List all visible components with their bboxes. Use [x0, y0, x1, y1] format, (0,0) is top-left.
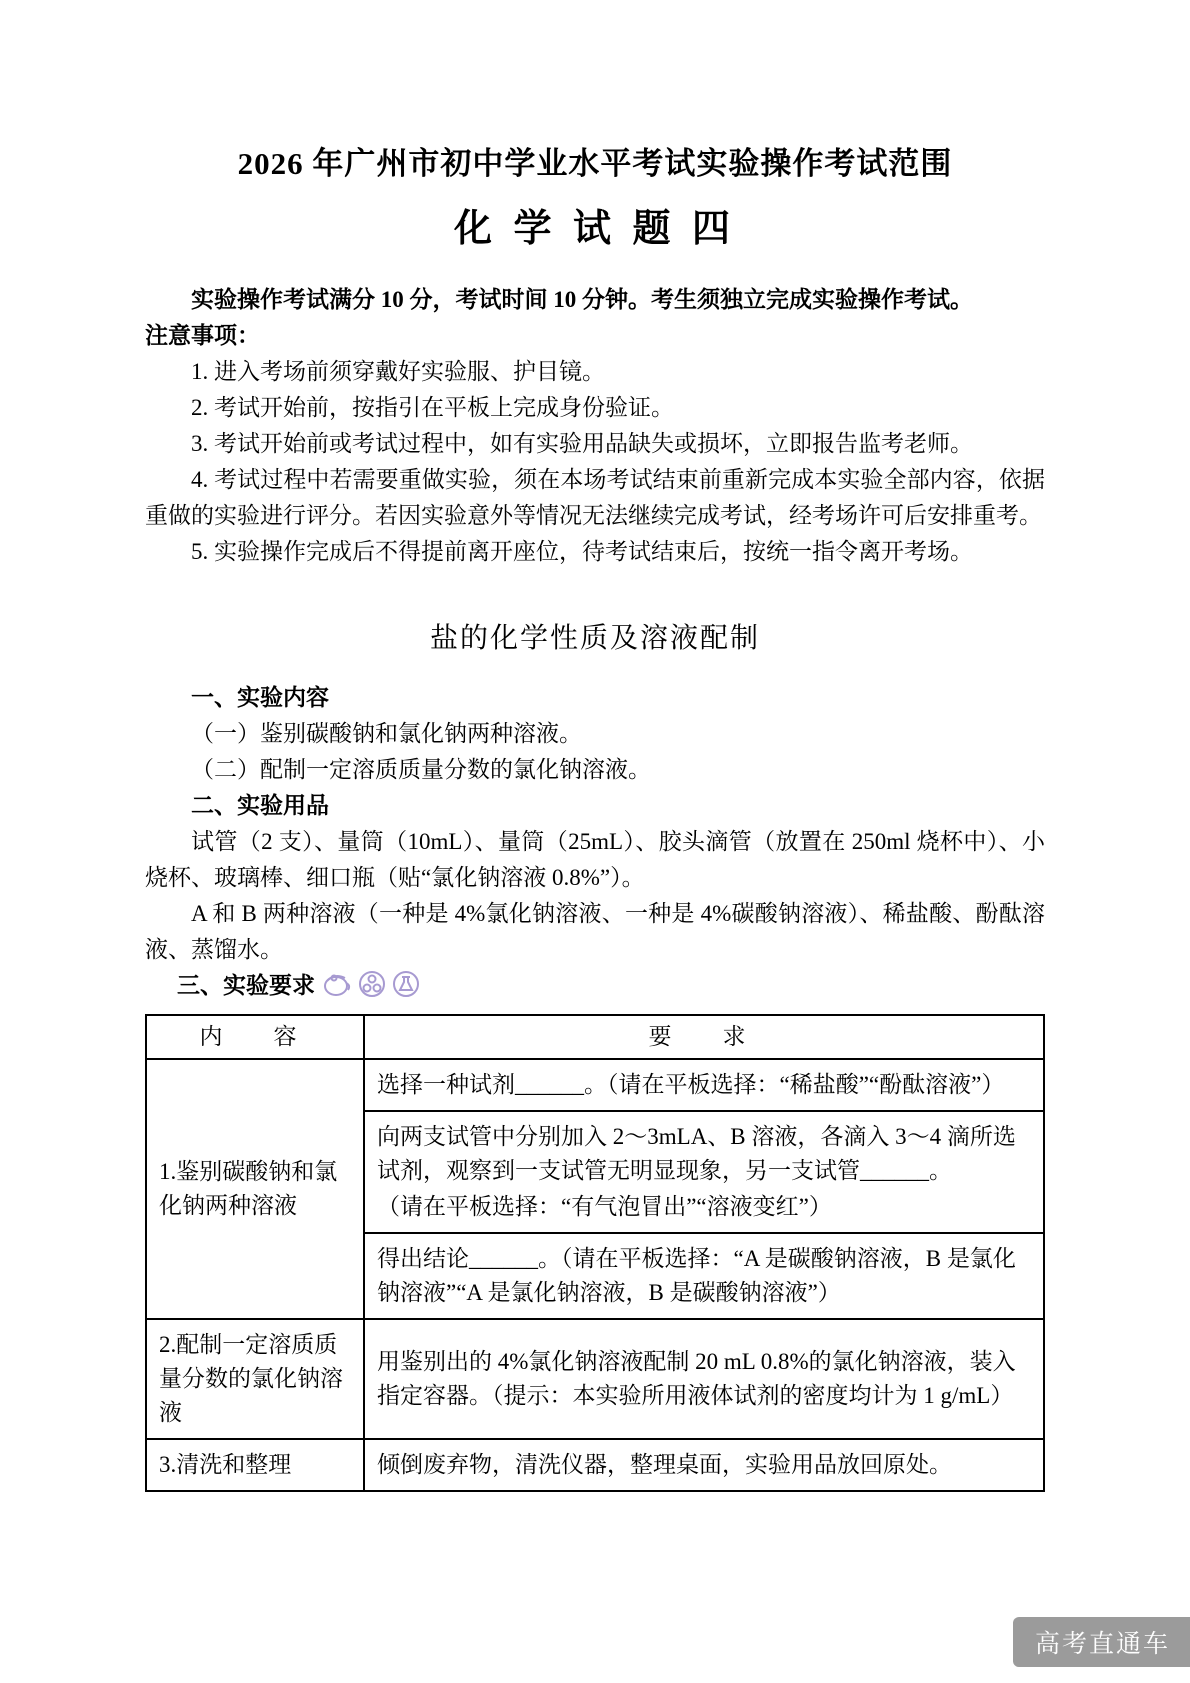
row1-content-cell: 1.鉴别碳酸钠和氯化钠两种溶液: [146, 1059, 364, 1319]
note-item-2: 2. 考试开始前，按指引在平板上完成身份验证。: [191, 395, 674, 420]
row1-requirement-3-cell: 得出结论______。（请在平板选择：“A 是碳酸钠溶液，B 是氯化钠溶液”“A 是氯化钠溶液，B 是碳酸钠溶液”）: [364, 1233, 1044, 1319]
row3-content-cell: 3.清洗和整理: [146, 1439, 364, 1491]
content-item-2: （二）配制一定溶质质量分数的氯化钠溶液。: [191, 757, 651, 782]
exam-summary: 实验操作考试满分 10 分，考试时间 10 分钟。考生须独立完成实验操作考试。: [191, 287, 973, 312]
document-content: [145, 138, 1045, 1492]
note-item-1: 1. 进入考场前须穿戴好实验服、护目镜。: [191, 359, 605, 384]
note-item-4: 4. 考试过程中若需要重做实验，须在本场考试结束前重新完成本实验全部内容，依据重做的实验进行评分。若因实验意外等情况无法继续完成考试，经考场许可后安排重考。: [145, 467, 1045, 528]
table-row-3: [146, 1439, 1044, 1491]
document-subtitle: 化 学 试 题 四: [453, 208, 736, 250]
triple-circle-stamp-icon: [357, 969, 387, 999]
table-header-row: [146, 1015, 1044, 1059]
row1-requirement-2-cell: [364, 1111, 1044, 1233]
content-item-1: （一）鉴别碳酸钠和氯化钠两种溶液。: [191, 721, 582, 746]
requirements-heading: 三、实验要求: [177, 973, 315, 998]
row1-requirement-1-cell: 选择一种试剂______。（请在平板选择：“稀盐酸”“酚酞溶液”）: [364, 1059, 1044, 1111]
row1-requirement-2-options: （请在平板选择：“有气泡冒出”“溶液变红”）: [377, 1194, 832, 1219]
requirements-table: [145, 1014, 1045, 1492]
table-row-1a: [146, 1059, 1044, 1111]
supplies-para-2: A 和 B 两种溶液（一种是 4%氯化钠溶液、一种是 4%碳酸钠溶液）、稀盐酸、酚酞溶液、蒸馏水。: [145, 901, 1045, 962]
row2-content-cell: 2.配制一定溶质质量分数的氯化钠溶液: [146, 1319, 364, 1439]
content-heading: 一、实验内容: [191, 685, 329, 710]
table-header-requirement: 要 求: [364, 1015, 1044, 1059]
supplies-heading: 二、实验用品: [191, 793, 329, 818]
note-item-3: 3. 考试开始前或考试过程中，如有实验用品缺失或损坏，立即报告监考老师。: [191, 431, 973, 456]
teapot-stamp-icon: [321, 969, 353, 999]
flask-hand-stamp-icon: [391, 969, 421, 999]
experiment-section-title: 盐的化学性质及溶液配制: [429, 623, 760, 654]
note-item-5: 5. 实验操作完成后不得提前离开座位，待考试结束后，按统一指令离开考场。: [191, 539, 973, 564]
row3-requirement-cell: 倾倒废弃物，清洗仪器，整理桌面，实验用品放回原处。: [364, 1439, 1044, 1491]
table-row-2: [146, 1319, 1044, 1439]
table-header-content: 内 容: [146, 1015, 364, 1059]
row2-requirement-cell: 用鉴别出的 4%氯化钠溶液配制 20 mL 0.8%的氯化钠溶液，装入指定容器。（提示：本实验所用液体试剂的密度均计为 1 g/mL）: [364, 1319, 1044, 1439]
notes-heading: 注意事项：: [145, 323, 260, 348]
decorative-stamp-icons: [321, 969, 421, 999]
site-watermark: 高考直通车: [1013, 1617, 1190, 1667]
row1-requirement-2-text: 向两支试管中分别加入 2～3mLA、B 溶液，各滴入 3～4 滴所选试剂，观察到一支试管无明显现象，另一支试管______。: [377, 1124, 1016, 1183]
document-title: 2026 年广州市初中学业水平考试实验操作考试范围: [237, 146, 953, 181]
supplies-para-1: 试管（2 支）、量筒（10mL）、量筒（25mL）、胶头滴管（放置在 250ml 烧杯中）、小烧杯、玻璃棒、细口瓶（贴“氯化钠溶液 0.8%”）。: [145, 829, 1045, 890]
